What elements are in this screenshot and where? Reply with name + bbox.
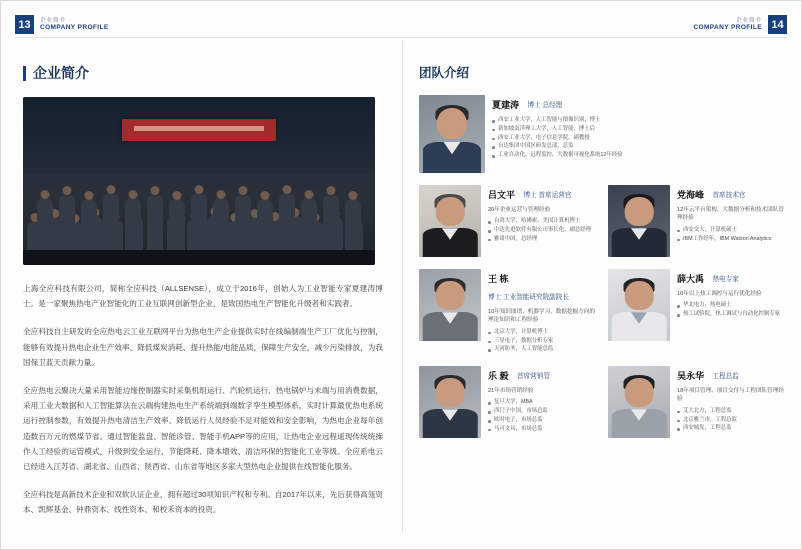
company-profile-text — [23, 281, 383, 517]
member-bullets — [677, 301, 785, 319]
member-info — [488, 366, 596, 438]
member-role: 热电专家 — [712, 276, 739, 283]
member-portrait — [419, 185, 481, 257]
company-profile-section — [23, 63, 383, 530]
member-bullet: 三星电子，数据分析专家 — [488, 337, 596, 346]
header-right — [693, 15, 787, 34]
member-bullet: 复旦大学，MBA — [488, 398, 596, 407]
member-portrait — [419, 366, 481, 438]
member-role: 博士 工业智能研究院副院长 — [488, 294, 569, 301]
team-member-card — [419, 366, 596, 438]
section-title-team: 团队介绍 — [419, 66, 470, 80]
header-divider — [15, 37, 787, 38]
member-summary: 10年以上热工调控与运行优化经验 — [677, 291, 762, 297]
photo-floor — [23, 250, 375, 265]
member-name: 王 栋 — [488, 274, 509, 284]
member-name: 薛大禹 — [677, 274, 705, 284]
member-bullets — [488, 217, 596, 243]
member-bullet: 华北电力，热电硕士 — [677, 301, 785, 310]
member-summary: 20年企业运营与管理经验 — [488, 207, 551, 213]
member-bullet: 台湾大学、哈佛索、美国计算机博士 — [488, 217, 596, 226]
member-bullet: IBM工作经年，IBM Watson Analytics — [677, 235, 785, 244]
photo-banner — [122, 119, 277, 141]
member-bullets — [677, 407, 785, 433]
member-info — [677, 269, 785, 354]
page-number-right: 14 — [768, 15, 787, 34]
member-bullet: 北京大学，计算机博士 — [488, 328, 596, 337]
team-row — [419, 185, 785, 257]
portrait-head — [625, 197, 654, 226]
portrait-head — [437, 108, 467, 139]
member-bullet: 欧时电子，市场总监 — [488, 416, 596, 425]
member-name: 乐 毅 — [488, 371, 509, 382]
member-bullet: 艾大北方，工程总监 — [677, 407, 785, 416]
column-divider — [402, 41, 403, 533]
member-bullet: 中达先进软件有限公司事长化、副总经理 — [488, 226, 596, 235]
member-bullet: 新加坡南洋理工大学，人工智能，博士后 — [492, 125, 785, 134]
member-info — [677, 185, 785, 257]
page-number-left: 13 — [15, 15, 34, 34]
member-bullet: 马可文具，市场总监 — [488, 425, 596, 434]
member-bullets — [492, 116, 785, 160]
member-info — [488, 185, 596, 257]
member-summary: 18年项目管理、项目交付与工程团队管理经验 — [677, 388, 784, 403]
team-member-card — [608, 366, 785, 438]
team-row — [419, 366, 785, 438]
member-bullet: 工业自动化、远程监控、大数据可视化系统12年经验 — [492, 151, 785, 160]
header-right-en: COMPANY PROFILE — [693, 23, 762, 31]
member-bullet: 雅诺中国，总经理 — [488, 235, 596, 244]
team-row — [419, 269, 785, 354]
member-bullet: 热工试验院，热工调试与自动化控制专家 — [677, 310, 785, 319]
member-info — [492, 95, 785, 173]
member-info — [677, 366, 785, 438]
member-bullet: 西安工业大学，人工智能与图像识别，博士 — [492, 116, 785, 125]
portrait-head — [625, 378, 654, 407]
member-bullet: 西安工业大学，电子信息学院，副教授 — [492, 134, 785, 143]
header-left-en: COMPANY PROFILE — [40, 23, 109, 31]
group-photo — [23, 97, 375, 265]
title-accent-bar — [23, 66, 26, 81]
member-bullet: 天河防务，人工智能总监 — [488, 345, 596, 354]
member-name: 吴永华 — [677, 371, 705, 382]
member-portrait — [419, 269, 481, 341]
team-row — [419, 95, 785, 173]
team-section — [419, 63, 785, 450]
member-summary: 10年知识图谱、机器学习、数据挖掘方向的理论知识和工程经验 — [488, 309, 595, 324]
member-summary: 21年市场营销经验 — [488, 388, 534, 395]
portrait-head — [436, 197, 465, 226]
profile-paragraph-2: 全应科技自主研发的全应热电云工业互联网平台为热电生产企业提供实时在线编制端生产工厂优化与控制，能够有效提升热电企业生产效率、降低煤炭消耗、提升热能/电能品质，保障生产安全，减少污染排放，为我国保卫蓝天贡献力量。 — [23, 327, 383, 367]
member-bullet: 北京雅兰市，工程总监 — [677, 416, 785, 425]
member-bullet: 西安城发，工程总监 — [677, 424, 785, 433]
member-bullet: 台达集团中国区研发总部，总监 — [492, 142, 785, 151]
profile-paragraph-1: 上海全应科技有限公司，简称全应科技（ALLSENSE），成立于2016年，创始人为工业智能专家夏建涛博士。是一家聚焦热电产业智能化的工业互联网创新型企业，是致国热电生产智能化升级者和实践者。 — [23, 284, 383, 309]
member-role: 工程总监 — [712, 373, 739, 381]
member-bullets — [488, 398, 596, 433]
team-member-card — [419, 185, 596, 257]
section-title-company — [23, 63, 383, 83]
team-member-card — [419, 95, 785, 173]
member-role: 博士 总经理 — [527, 102, 563, 109]
member-bullet: 西门子中国，市场总监 — [488, 407, 596, 416]
portrait-head — [625, 281, 654, 310]
header-right-cn: 企业简介 — [735, 17, 762, 24]
member-role: 博士 首席运营官 — [523, 192, 572, 199]
member-bullets — [488, 328, 596, 354]
header-right-text — [693, 18, 762, 31]
member-name: 夏建涛 — [492, 100, 520, 110]
member-portrait — [419, 95, 485, 173]
member-bullet: 西安交大，计算机硕士 — [677, 226, 785, 235]
member-portrait — [608, 366, 670, 438]
team-member-card — [419, 269, 596, 354]
profile-paragraph-4: 全应科技是高新技术企业和双软认证企业，拥有超过30项知识产权和专利。自2017年以来，先后获得高瓴资本、凯辉基金、钟鼎资本、线性资本、和校禾资本的投资。 — [23, 490, 383, 515]
member-info — [488, 269, 596, 354]
portrait-head — [436, 378, 465, 407]
member-summary: 12年云平台架构、大数据分析和技术团队管理经验 — [677, 207, 784, 222]
header-left-cn: 企业简介 — [40, 17, 67, 24]
member-portrait — [608, 185, 670, 257]
team-member-card — [608, 269, 785, 354]
member-name: 党海峰 — [677, 190, 705, 200]
portrait-head — [436, 281, 465, 310]
member-name: 吕文平 — [488, 190, 516, 200]
profile-paragraph-3: 全应热电云聚决大量采用智能边缘控制器实时采集机组运行、汽轮机运行、热电锅炉与末端与用消费数据，采用工业大数据和人工智能算法在云端构建热电生产系统端到端数字孪生模型体系，实时计算最优热电系统运行控制参数，有效提升热电清洁生产效率、降低运行人员经验不足对能效和安全影响，为热电企业每年创造数百万元的燃煤节省。通过智能监盘、智能诊管、智能手机APP等的应用，让热电企业远程遥现传统统操作人工经验的运管模式，升级到安全运行、节能降耗、降本增效、清洁环保的智能化工业等级。全应系电云已经进入江苏省、湖北省、山西省、陕西省、山东省等地区多家大型热电企业提供在线智能化服务。 — [23, 385, 383, 471]
member-role: 首席营销管 — [516, 373, 550, 381]
team-member-card — [608, 185, 785, 257]
member-role: 首席技术官 — [712, 192, 746, 199]
header-left — [15, 15, 109, 34]
member-portrait — [608, 269, 670, 341]
section-title-company-label: 企业简介 — [33, 65, 89, 81]
member-bullets — [677, 226, 785, 244]
header-left-text — [40, 18, 109, 31]
